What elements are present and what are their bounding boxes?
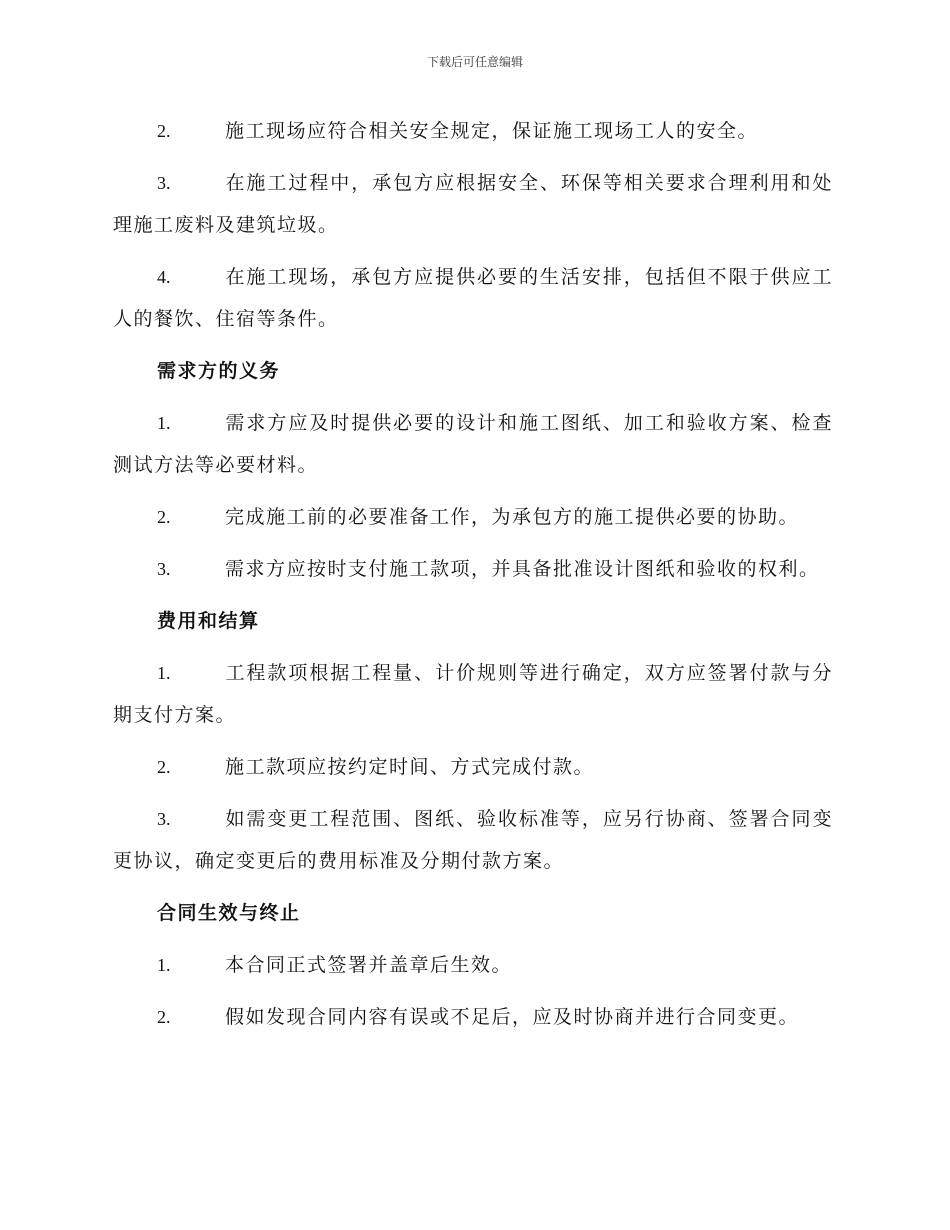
list-item xyxy=(113,944,833,986)
item-number: 3. xyxy=(157,559,171,579)
list-item xyxy=(113,548,833,590)
item-text: 需求方应及时提供必要的设计和施工图纸、加工和验收方案、检查测试方法等必要材料。 xyxy=(113,412,833,476)
item-number: 1. xyxy=(157,413,171,433)
section-heading-client-obligations: 需求方的义务 xyxy=(157,360,281,382)
list-item xyxy=(113,110,833,152)
list-item xyxy=(113,798,833,882)
item-number: 1. xyxy=(157,663,171,683)
item-text: 本合同正式签署并盖章后生效。 xyxy=(225,954,513,976)
item-number: 2. xyxy=(157,507,171,527)
document-body xyxy=(113,110,833,1048)
item-text: 在施工过程中，承包方应根据安全、环保等相关要求合理利用和处理施工废料及建筑垃圾。 xyxy=(113,172,833,236)
section-heading-fees: 费用和结算 xyxy=(157,610,260,632)
item-text: 需求方应按时支付施工款项，并具备批准设计图纸和验收的权利。 xyxy=(225,558,820,580)
item-text: 工程款项根据工程量、计价规则等进行确定，双方应签署付款与分期支付方案。 xyxy=(113,662,833,726)
item-text: 施工款项应按约定时间、方式完成付款。 xyxy=(225,756,595,778)
item-number: 2. xyxy=(157,121,171,141)
list-item xyxy=(113,996,833,1038)
section-heading-contract-effect: 合同生效与终止 xyxy=(157,902,301,924)
list-item xyxy=(113,652,833,736)
item-text: 施工现场应符合相关安全规定，保证施工现场工人的安全。 xyxy=(225,120,759,142)
item-number: 3. xyxy=(157,809,171,829)
page-header: 下载后可任意编辑 xyxy=(426,55,523,69)
item-text: 在施工现场，承包方应提供必要的生活安排，包括但不限于供应工人的餐饮、住宿等条件。 xyxy=(113,266,833,330)
list-item xyxy=(113,162,833,246)
list-item xyxy=(113,402,833,486)
item-number: 3. xyxy=(157,173,171,193)
list-item xyxy=(113,496,833,538)
list-item xyxy=(113,746,833,788)
item-number: 2. xyxy=(157,1007,171,1027)
item-number: 4. xyxy=(157,267,171,287)
item-number: 1. xyxy=(157,955,171,975)
item-text: 如需变更工程范围、图纸、验收标准等，应另行协商、签署合同变更协议，确定变更后的费用标准及分期付款方案。 xyxy=(113,808,833,872)
list-item xyxy=(113,256,833,340)
item-text: 完成施工前的必要准备工作，为承包方的施工提供必要的协助。 xyxy=(225,506,800,528)
item-text: 假如发现合同内容有误或不足后，应及时协商并进行合同变更。 xyxy=(225,1006,800,1028)
item-number: 2. xyxy=(157,757,171,777)
